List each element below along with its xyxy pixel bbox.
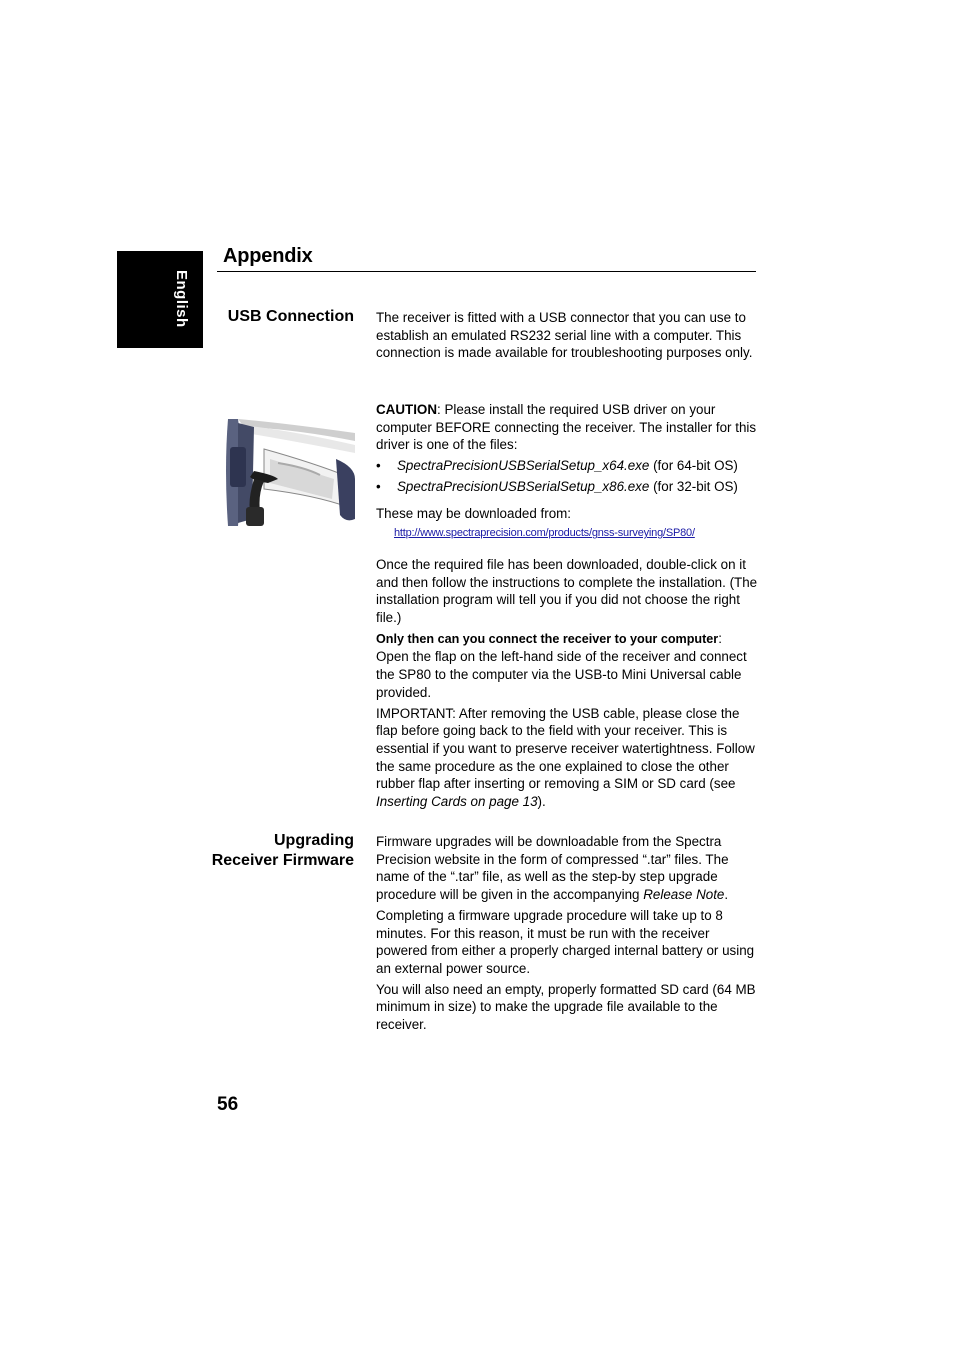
usb-intro: The receiver is fitted with a USB connector that you can use to establish an emulated RS232 serial line with a computer. This connection is made available for troubleshooting purposes only. — [376, 310, 753, 361]
download-link[interactable]: http://www.spectraprecision.com/products/gnss-surveying/SP80/ — [394, 527, 695, 540]
driver-file-x64: SpectraPrecisionUSBSerialSetup_x64.exe — [397, 458, 650, 474]
section-title: Appendix — [223, 245, 313, 267]
inserting-cards-ref[interactable]: Inserting Cards on page 13 — [376, 794, 538, 810]
language-tab-label: English — [173, 270, 190, 328]
download-link-row — [376, 523, 758, 543]
firmware-heading-line2: Receiver Firmware — [211, 852, 354, 869]
caution-block — [376, 401, 758, 811]
important-end: ). — [537, 794, 546, 810]
after-download-paragraph: Once the required file has been downloaded, double-click on it and then follow the instructions to complete the installation. (The installation program will tell you if you did not choose the right file.) — [376, 556, 758, 626]
important-paragraph — [376, 705, 758, 811]
list-item: • SpectraPrecisionUSBSerialSetup_x64.exe (for 64-bit OS) — [376, 458, 738, 474]
title-rule — [217, 271, 756, 272]
caution-paragraph — [376, 401, 758, 454]
usb-port-photo — [224, 419, 355, 526]
caution-label: CAUTION — [376, 402, 437, 417]
page-number: 56 — [217, 1094, 239, 1115]
usb-heading: USB Connection — [227, 308, 354, 325]
firmware-paragraph-3: You will also need an empty, properly formatted SD card (64 MB minimum in size) to make the upgrade file available to the receiver. — [376, 981, 756, 1033]
firmware-p1-end: . — [724, 887, 729, 903]
firmware-body — [376, 833, 758, 1034]
release-note-ref: Release Note — [643, 887, 725, 903]
firmware-paragraph-1 — [376, 833, 758, 904]
driver-file-x86: SpectraPrecisionUSBSerialSetup_x86.exe — [397, 478, 650, 494]
firmware-paragraph-2: Completing a firmware upgrade procedure will take up to 8 minutes. For this reason, it must be run with the receiver powered from either a properly charged internal battery or using an external power source. — [376, 907, 755, 976]
firmware-p1-text: Firmware upgrades will be downloadable from the Spectra Precision website in the form of compressed “.tar” files. The name of the “.tar” file, as well as the step-by step upgrade procedure will be given in the accompanying — [376, 834, 729, 903]
important-text: IMPORTANT: After removing the USB cable, please close the flap before going back to the field with your receiver. This is essential if you want to preserve receiver watertightness. Follow the same procedure as the one explained to close the other rubber flap after inserting or removing a SIM or SD card (see — [376, 705, 755, 792]
driver-note-x86: (for 32-bit OS) — [649, 478, 738, 494]
usb-body — [376, 309, 758, 362]
firmware-heading-line1: Upgrading — [274, 832, 354, 849]
language-tab — [117, 251, 203, 348]
driver-note-x64: (for 64-bit OS) — [649, 458, 738, 474]
list-item: • SpectraPrecisionUSBSerialSetup_x86.exe (for 32-bit OS) — [376, 478, 738, 494]
connect-label: Only then can you connect the receiver to your computer — [376, 631, 719, 646]
connect-text: : Open the flap on the left-hand side of the receiver and connect the SP80 to the computer via the USB-to Mini Universal cable provided. — [376, 630, 747, 700]
connect-paragraph — [376, 630, 758, 702]
download-intro: These may be downloaded from: — [376, 505, 572, 521]
caution-text: : Please install the required USB driver on your computer BEFORE connecting the receiver. The installer for this driver is one of the files: — [376, 402, 757, 453]
firmware-heading — [212, 831, 354, 871]
